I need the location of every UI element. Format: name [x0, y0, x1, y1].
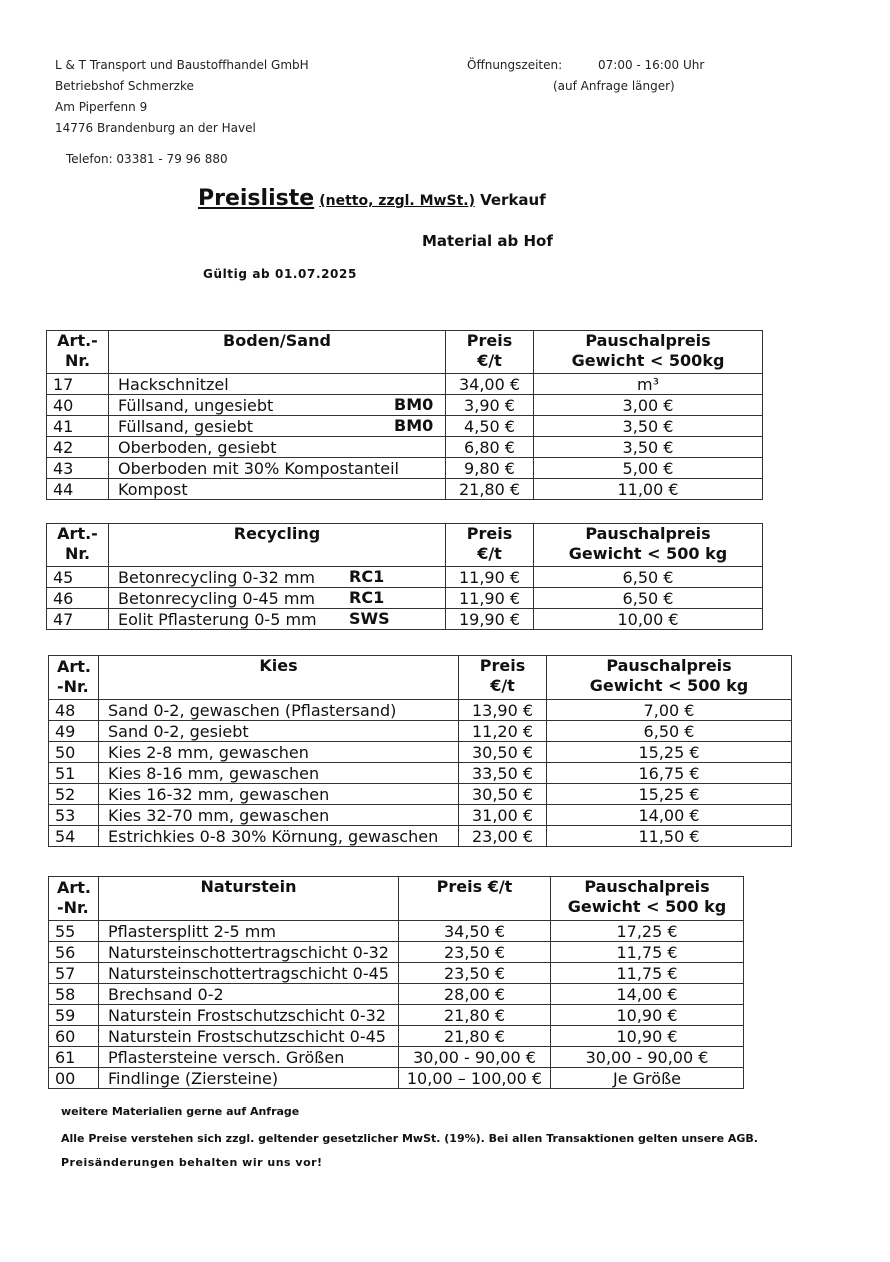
title-subtitle: (netto, zzgl. MwSt.) — [319, 193, 475, 209]
header-price-line: Preis — [466, 331, 513, 350]
table-header-row — [49, 877, 744, 921]
material-name-text: Findlinge (Ziersteine) — [108, 1068, 279, 1088]
quality-class-badge: BM0 — [394, 416, 434, 435]
price-per-ton: 9,80 € — [446, 458, 534, 479]
material-name — [99, 1005, 399, 1026]
material-name-text: Sand 0-2, gesiebt — [108, 721, 249, 741]
article-number: 49 — [49, 721, 99, 742]
footer-note-materials: weitere Materialien gerne auf Anfrage — [61, 1105, 300, 1118]
table-row — [49, 963, 744, 984]
price-per-ton: 13,90 € — [459, 700, 547, 721]
price-per-ton: 28,00 € — [399, 984, 551, 1005]
material-name — [99, 1068, 399, 1089]
header-art-nr — [49, 877, 99, 921]
material-name-text: Hackschnitzel — [118, 374, 229, 394]
material-name — [99, 763, 459, 784]
article-number: 00 — [49, 1068, 99, 1089]
table-row — [49, 1047, 744, 1068]
header-price — [446, 524, 534, 567]
material-name-text: Pflastersplitt 2-5 mm — [108, 921, 276, 941]
table-row — [47, 395, 763, 416]
material-name — [109, 567, 446, 588]
flat-price: 3,00 € — [534, 395, 763, 416]
opening-hours-label: Öffnungszeiten: — [467, 58, 563, 72]
header-price — [399, 877, 551, 921]
material-name — [99, 984, 399, 1005]
flat-price: 6,50 € — [534, 567, 763, 588]
header-category: Boden/Sand — [109, 331, 446, 374]
article-number: 54 — [49, 826, 99, 847]
header-price-line: €/t — [477, 544, 502, 563]
company-site: Betriebshof Schmerzke — [55, 79, 194, 93]
material-name-text: Oberboden, gesiebt — [118, 437, 277, 457]
header-flat-price-line: Pauschalpreis — [585, 331, 711, 350]
material-name-text: Oberboden mit 30% Kompostanteil — [118, 458, 399, 478]
article-number: 41 — [47, 416, 109, 437]
flat-price: 11,75 € — [551, 942, 744, 963]
opening-hours-time: 07:00 - 16:00 Uhr — [598, 58, 705, 72]
flat-price: 15,25 € — [547, 784, 792, 805]
material-name-text: Natursteinschottertragschicht 0-32 — [108, 942, 389, 962]
valid-from: Gültig ab 01.07.2025 — [203, 267, 357, 281]
header-category: Recycling — [109, 524, 446, 567]
material-name-text: Estrichkies 0-8 30% Körnung, gewaschen — [108, 826, 439, 846]
material-name — [109, 437, 446, 458]
header-flat-price-line: Pauschalpreis — [585, 524, 711, 543]
header-flat-price — [551, 877, 744, 921]
material-name — [99, 805, 459, 826]
price-per-ton: 19,90 € — [446, 609, 534, 630]
price-per-ton: 11,90 € — [446, 588, 534, 609]
material-name — [99, 942, 399, 963]
flat-price: m³ — [534, 374, 763, 395]
price-per-ton: 30,00 - 90,00 € — [399, 1047, 551, 1068]
table-row — [49, 1005, 744, 1026]
article-number: 44 — [47, 479, 109, 500]
table-row — [47, 374, 763, 395]
flat-price: 10,90 € — [551, 1005, 744, 1026]
material-name — [109, 588, 446, 609]
material-name-text: Kies 2-8 mm, gewaschen — [108, 742, 309, 762]
material-name-text: Pflastersteine versch. Größen — [108, 1047, 345, 1067]
flat-price: 3,50 € — [534, 437, 763, 458]
table-row — [49, 700, 792, 721]
article-number: 40 — [47, 395, 109, 416]
material-name-text: Füllsand, ungesiebt — [118, 395, 274, 415]
header-flat-price-line: Gewicht < 500 kg — [567, 897, 727, 916]
material-name — [99, 1026, 399, 1047]
article-number: 55 — [49, 921, 99, 942]
material-name — [99, 963, 399, 984]
material-name-text: Sand 0-2, gewaschen (Pflastersand) — [108, 700, 397, 720]
header-art-nr — [47, 524, 109, 567]
table-row — [47, 458, 763, 479]
article-number: 58 — [49, 984, 99, 1005]
material-name — [99, 784, 459, 805]
article-number: 57 — [49, 963, 99, 984]
article-number: 46 — [47, 588, 109, 609]
article-number: 48 — [49, 700, 99, 721]
table-row — [49, 942, 744, 963]
material-name — [109, 609, 446, 630]
table-row — [49, 1026, 744, 1047]
price-table-kies — [48, 655, 792, 847]
price-per-ton: 23,50 € — [399, 942, 551, 963]
price-per-ton: 34,00 € — [446, 374, 534, 395]
price-per-ton: 30,50 € — [459, 742, 547, 763]
price-per-ton: 23,50 € — [399, 963, 551, 984]
material-name-text: Füllsand, gesiebt — [118, 416, 254, 436]
table-row — [49, 721, 792, 742]
price-per-ton: 6,80 € — [446, 437, 534, 458]
header-art-nr-line: Art. — [57, 878, 91, 897]
company-phone: Telefon: 03381 - 79 96 880 — [66, 152, 228, 166]
header-flat-price — [547, 656, 792, 700]
article-number: 53 — [49, 805, 99, 826]
flat-price: 7,00 € — [547, 700, 792, 721]
header-price — [446, 331, 534, 374]
article-number: 47 — [47, 609, 109, 630]
material-name-text: Naturstein Frostschutzschicht 0-32 — [108, 1005, 386, 1025]
flat-price: 6,50 € — [547, 721, 792, 742]
company-block — [55, 55, 309, 139]
price-per-ton: 30,50 € — [459, 784, 547, 805]
table-row — [47, 416, 763, 437]
table-row — [49, 763, 792, 784]
header-flat-price-line: Pauschalpreis — [584, 877, 710, 896]
quality-class-badge: BM0 — [394, 395, 434, 414]
footer-note-vat: Alle Preise verstehen sich zzgl. geltender gesetzlicher MwSt. (19%). Bei allen Transaktionen gelten unsere AGB. — [61, 1132, 758, 1145]
price-per-ton: 21,80 € — [399, 1026, 551, 1047]
table-row — [49, 742, 792, 763]
header-price-line: €/t — [477, 351, 502, 370]
header-price-line: Preis €/t — [436, 877, 513, 896]
flat-price: 11,75 € — [551, 963, 744, 984]
flat-price: 16,75 € — [547, 763, 792, 784]
price-per-ton: 4,50 € — [446, 416, 534, 437]
price-table-boden-sand — [46, 330, 763, 500]
table-row — [49, 984, 744, 1005]
header-art-nr-line: Art. — [57, 657, 91, 676]
price-table-naturstein — [48, 876, 744, 1089]
material-name-text: Naturstein Frostschutzschicht 0-45 — [108, 1026, 386, 1046]
title-main: Preisliste — [198, 186, 315, 211]
material-name-text: Kies 8-16 mm, gewaschen — [108, 763, 320, 783]
table-header-row — [47, 524, 763, 567]
header-art-nr-line: -Nr. — [57, 677, 89, 696]
header-art-nr — [47, 331, 109, 374]
material-name-text: Brechsand 0-2 — [108, 984, 224, 1004]
page-title — [198, 186, 546, 211]
header-price — [459, 656, 547, 700]
footer-note-changes: Preisänderungen behalten wir uns vor! — [61, 1156, 323, 1169]
material-name-text: Kies 32-70 mm, gewaschen — [108, 805, 330, 825]
table-header-row — [49, 656, 792, 700]
material-name — [109, 458, 446, 479]
flat-price: 6,50 € — [534, 588, 763, 609]
header-flat-price — [534, 524, 763, 567]
table-row — [49, 826, 792, 847]
company-name: L & T Transport und Baustoffhandel GmbH — [55, 58, 309, 72]
material-name — [109, 374, 446, 395]
quality-class-badge: RC1 — [349, 567, 385, 586]
table-row — [47, 588, 763, 609]
material-name-text: Eolit Pflasterung 0-5 mm — [118, 609, 317, 629]
header-flat-price-line: Gewicht < 500kg — [571, 351, 725, 370]
flat-price: 11,50 € — [547, 826, 792, 847]
flat-price: 5,00 € — [534, 458, 763, 479]
header-art-nr — [49, 656, 99, 700]
price-per-ton: 23,00 € — [459, 826, 547, 847]
article-number: 60 — [49, 1026, 99, 1047]
header-art-nr-line: Art.- — [57, 331, 98, 350]
price-per-ton: 34,50 € — [399, 921, 551, 942]
material-name — [109, 395, 446, 416]
price-table-recycling — [46, 523, 763, 630]
header-category: Naturstein — [99, 877, 399, 921]
title-tail: Verkauf — [480, 191, 546, 209]
article-number: 43 — [47, 458, 109, 479]
header-price-line: Preis — [466, 524, 513, 543]
table-row — [47, 479, 763, 500]
article-number: 61 — [49, 1047, 99, 1068]
flat-price: 14,00 € — [547, 805, 792, 826]
table-row — [47, 437, 763, 458]
header-flat-price-line: Gewicht < 500 kg — [568, 544, 728, 563]
flat-price: 30,00 - 90,00 € — [551, 1047, 744, 1068]
material-name-text: Natursteinschottertragschicht 0-45 — [108, 963, 389, 983]
table-row — [47, 609, 763, 630]
header-flat-price-line: Gewicht < 500 kg — [589, 676, 749, 695]
header-price-line: Preis — [479, 656, 526, 675]
article-number: 52 — [49, 784, 99, 805]
company-street: Am Piperfenn 9 — [55, 100, 148, 114]
table-row — [49, 1068, 744, 1089]
flat-price: 11,00 € — [534, 479, 763, 500]
price-per-ton: 21,80 € — [399, 1005, 551, 1026]
article-number: 42 — [47, 437, 109, 458]
header-art-nr-line: -Nr. — [57, 898, 89, 917]
header-flat-price — [534, 331, 763, 374]
flat-price: Je Größe — [551, 1068, 744, 1089]
header-category: Kies — [99, 656, 459, 700]
header-art-nr-line: Art.- — [57, 524, 98, 543]
price-per-ton: 10,00 – 100,00 € — [399, 1068, 551, 1089]
header-art-nr-line: Nr. — [64, 351, 91, 370]
article-number: 50 — [49, 742, 99, 763]
flat-price: 10,00 € — [534, 609, 763, 630]
material-name — [99, 700, 459, 721]
table-row — [49, 805, 792, 826]
article-number: 59 — [49, 1005, 99, 1026]
quality-class-badge: RC1 — [349, 588, 385, 607]
material-name — [99, 742, 459, 763]
article-number: 45 — [47, 567, 109, 588]
material-name-text: Betonrecycling 0-32 mm — [118, 567, 315, 587]
material-name-text: Betonrecycling 0-45 mm — [118, 588, 315, 608]
header-flat-price-line: Pauschalpreis — [606, 656, 732, 675]
price-per-ton: 3,90 € — [446, 395, 534, 416]
price-per-ton: 31,00 € — [459, 805, 547, 826]
material-name — [99, 1047, 399, 1068]
table-row — [47, 567, 763, 588]
table-header-row — [47, 331, 763, 374]
quality-class-badge: SWS — [349, 609, 390, 628]
price-per-ton: 21,80 € — [446, 479, 534, 500]
material-name — [99, 721, 459, 742]
article-number: 56 — [49, 942, 99, 963]
flat-price: 10,90 € — [551, 1026, 744, 1047]
price-per-ton: 11,90 € — [446, 567, 534, 588]
company-city: 14776 Brandenburg an der Havel — [55, 121, 256, 135]
title-line2: Material ab Hof — [422, 232, 553, 250]
material-name — [109, 416, 446, 437]
flat-price: 15,25 € — [547, 742, 792, 763]
price-per-ton: 11,20 € — [459, 721, 547, 742]
flat-price: 14,00 € — [551, 984, 744, 1005]
article-number: 51 — [49, 763, 99, 784]
material-name — [109, 479, 446, 500]
flat-price: 3,50 € — [534, 416, 763, 437]
header-art-nr-line: Nr. — [64, 544, 91, 563]
material-name-text: Kompost — [118, 479, 188, 499]
table-row — [49, 784, 792, 805]
opening-hours-note: (auf Anfrage länger) — [553, 79, 675, 93]
table-row — [49, 921, 744, 942]
header-price-line: €/t — [490, 676, 515, 695]
material-name — [99, 921, 399, 942]
flat-price: 17,25 € — [551, 921, 744, 942]
material-name-text: Kies 16-32 mm, gewaschen — [108, 784, 330, 804]
material-name — [99, 826, 459, 847]
article-number: 17 — [47, 374, 109, 395]
price-per-ton: 33,50 € — [459, 763, 547, 784]
